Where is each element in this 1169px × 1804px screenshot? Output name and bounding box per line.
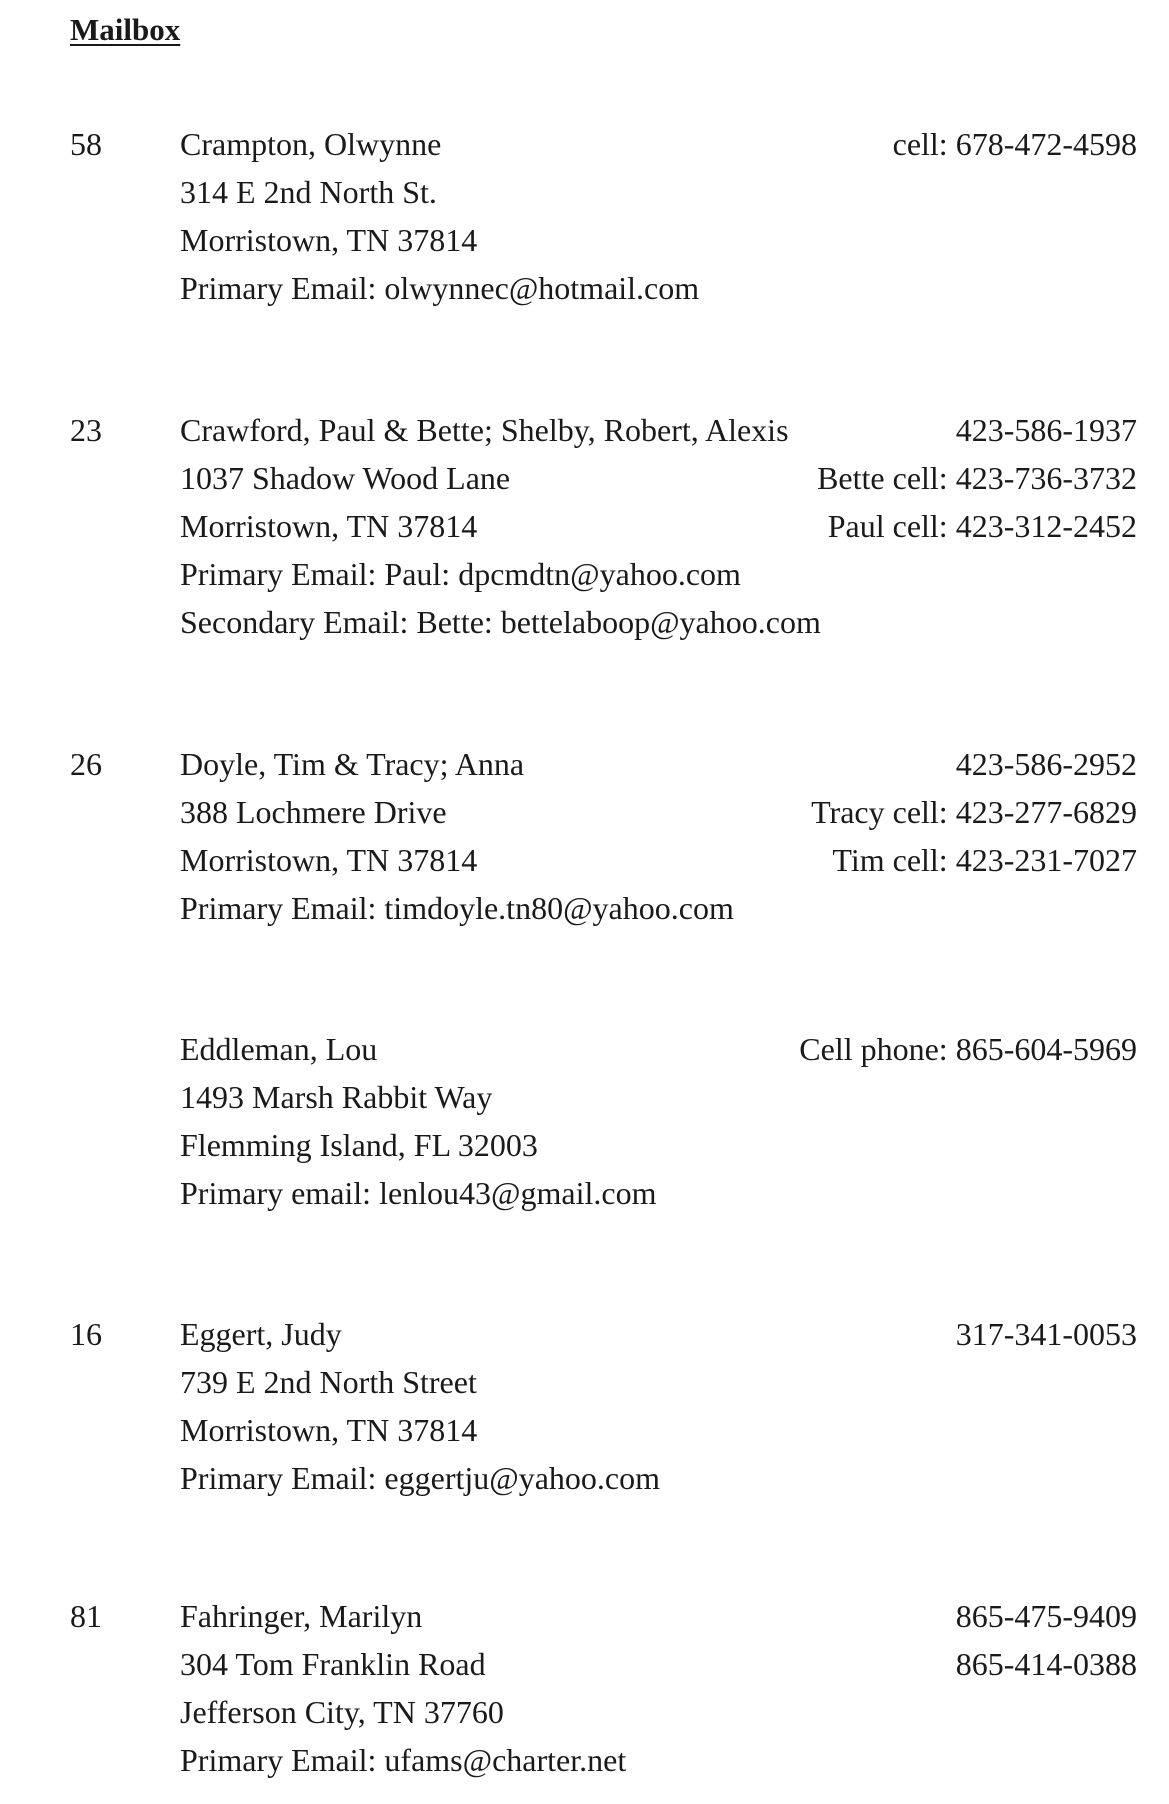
entry-name: Eddleman, Lou xyxy=(180,1031,378,1067)
phone-number: Bette cell: 423-736-3732 xyxy=(817,460,1137,496)
entry-line xyxy=(0,1121,1169,1169)
entry-name: Fahringer, Marilyn xyxy=(180,1598,423,1634)
entry-line xyxy=(0,884,1169,932)
phone-number: 865-475-9409 xyxy=(955,1598,1137,1634)
entry-detail: Morristown, TN 37814 xyxy=(180,842,478,878)
entry-detail: 304 Tom Franklin Road xyxy=(180,1646,486,1682)
entry-name: Crampton, Olwynne xyxy=(180,126,442,162)
entry-detail: Primary Email: ufams@charter.net xyxy=(180,1742,627,1778)
phone-number: 865-414-0388 xyxy=(955,1646,1137,1682)
entry-line xyxy=(0,1025,1169,1073)
entry-detail: 314 E 2nd North St. xyxy=(180,174,437,210)
entry-line xyxy=(0,550,1169,598)
entry-name: Doyle, Tim & Tracy; Anna xyxy=(180,746,525,782)
entry-detail: Morristown, TN 37814 xyxy=(180,222,478,258)
entry-detail: Flemming Island, FL 32003 xyxy=(180,1127,538,1163)
entry-detail: Primary email: lenlou43@gmail.com xyxy=(180,1175,657,1211)
entry-line xyxy=(0,1073,1169,1121)
entry-line xyxy=(0,1310,1169,1358)
entry-detail: Primary Email: eggertju@yahoo.com xyxy=(180,1460,661,1496)
mailbox-number: 58 xyxy=(70,126,102,162)
mailbox-heading: Mailbox xyxy=(70,12,181,47)
phone-number: 317-341-0053 xyxy=(955,1316,1137,1352)
entry-detail: Primary Email: timdoyle.tn80@yahoo.com xyxy=(180,890,734,926)
entry-line xyxy=(0,1169,1169,1217)
entry-line xyxy=(0,1592,1169,1640)
entry-detail: Secondary Email: Bette: bettelaboop@yahoo.com xyxy=(180,604,821,640)
mailbox-number: 26 xyxy=(70,746,102,782)
phone-number: 423-586-2952 xyxy=(955,746,1137,782)
entry-line xyxy=(0,1454,1169,1502)
phone-number: Paul cell: 423-312-2452 xyxy=(827,508,1137,544)
phone-number: 423-586-1937 xyxy=(955,412,1137,448)
entry-line xyxy=(0,740,1169,788)
entry-line xyxy=(0,454,1169,502)
entry-line xyxy=(0,168,1169,216)
entry-line xyxy=(0,836,1169,884)
phone-number: cell: 678-472-4598 xyxy=(892,126,1137,162)
entry-name: Crawford, Paul & Bette; Shelby, Robert, Alexis xyxy=(180,412,789,448)
entry-detail: Morristown, TN 37814 xyxy=(180,508,478,544)
entry-line xyxy=(0,216,1169,264)
entry-detail: Morristown, TN 37814 xyxy=(180,1412,478,1448)
entry-line xyxy=(0,1688,1169,1736)
entry-line xyxy=(0,1736,1169,1784)
phone-number: Cell phone: 865-604-5969 xyxy=(799,1031,1137,1067)
entry-line xyxy=(0,406,1169,454)
entry-detail: 1493 Marsh Rabbit Way xyxy=(180,1079,493,1115)
mailbox-number: 16 xyxy=(70,1316,102,1352)
entry-detail: Jefferson City, TN 37760 xyxy=(180,1694,504,1730)
entry-line xyxy=(0,1358,1169,1406)
entry-detail: Primary Email: Paul: dpcmdtn@yahoo.com xyxy=(180,556,741,592)
mailbox-number: 23 xyxy=(70,412,102,448)
entry-detail: Primary Email: olwynnec@hotmail.com xyxy=(180,270,700,306)
entry-line xyxy=(0,1640,1169,1688)
entry-detail: 388 Lochmere Drive xyxy=(180,794,447,830)
entry-detail: 1037 Shadow Wood Lane xyxy=(180,460,511,496)
entry-line xyxy=(0,1406,1169,1454)
entry-line xyxy=(0,264,1169,312)
entry-name: Eggert, Judy xyxy=(180,1316,342,1352)
entry-line xyxy=(0,502,1169,550)
entry-detail: 739 E 2nd North Street xyxy=(180,1364,477,1400)
phone-number: Tim cell: 423-231-7027 xyxy=(832,842,1137,878)
phone-number: Tracy cell: 423-277-6829 xyxy=(811,794,1137,830)
entry-line xyxy=(0,598,1169,646)
mailbox-number: 81 xyxy=(70,1598,102,1634)
entry-line xyxy=(0,120,1169,168)
entry-line xyxy=(0,788,1169,836)
